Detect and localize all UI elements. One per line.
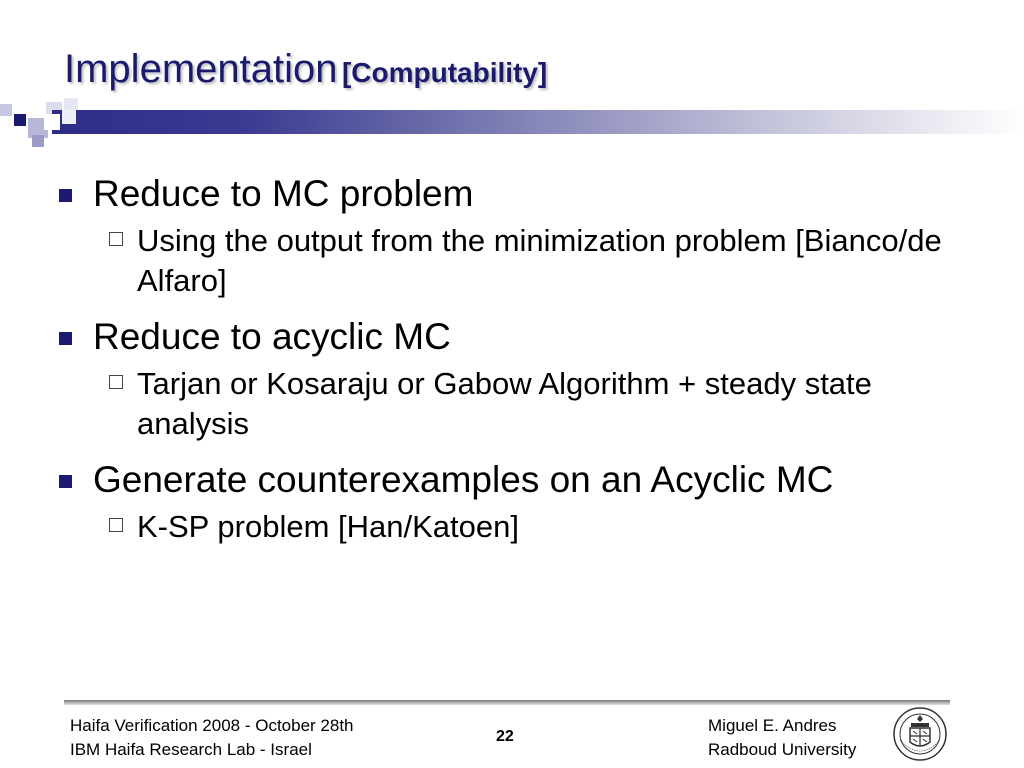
university-logo-icon: [892, 706, 948, 762]
decor-square: [14, 114, 26, 126]
footer-affiliation: Radboud University: [708, 740, 857, 759]
hollow-square-bullet-icon: [109, 232, 123, 246]
footer-divider: [64, 700, 950, 705]
square-bullet-icon: [59, 189, 72, 202]
decor-square: [32, 135, 44, 147]
bullet-text: Reduce to MC problem: [93, 173, 474, 214]
sub-bullet-item: [106, 221, 976, 301]
sub-bullet-text: Tarjan or Kosaraju or Gabow Algorithm + steady state analysis: [137, 366, 872, 441]
decor-square: [44, 114, 60, 130]
footer-right: [708, 714, 856, 762]
bullet-item: [56, 172, 976, 215]
page-number: 22: [496, 728, 514, 745]
footer-event: Haifa Verification 2008 - October 28th: [70, 716, 354, 735]
bullet-item: [56, 315, 976, 358]
footer-author: Miguel E. Andres: [708, 716, 837, 735]
sub-bullet-item: [106, 507, 976, 547]
decor-square: [62, 110, 76, 124]
title-bar: [52, 110, 1024, 134]
slide-title: [64, 47, 547, 92]
square-bullet-icon: [59, 332, 72, 345]
sub-bullet-item: [106, 364, 976, 444]
square-bullet-icon: [59, 475, 72, 488]
title-main: Implementation: [64, 47, 338, 91]
bullet-text: Generate counterexamples on an Acyclic MC: [93, 459, 834, 500]
hollow-square-bullet-icon: [109, 375, 123, 389]
footer-venue: IBM Haifa Research Lab - Israel: [70, 740, 312, 759]
slide-content: [56, 172, 976, 561]
decor-square: [0, 104, 12, 116]
footer-left: [70, 714, 354, 762]
bullet-text: Reduce to acyclic MC: [93, 316, 451, 357]
sub-bullet-text: Using the output from the minimization problem [Bianco/de Alfaro]: [137, 223, 942, 298]
bullet-item: [56, 458, 976, 501]
hollow-square-bullet-icon: [109, 518, 123, 532]
sub-bullet-text: K-SP problem [Han/Katoen]: [137, 509, 519, 544]
title-sub: [Computability]: [341, 57, 548, 88]
